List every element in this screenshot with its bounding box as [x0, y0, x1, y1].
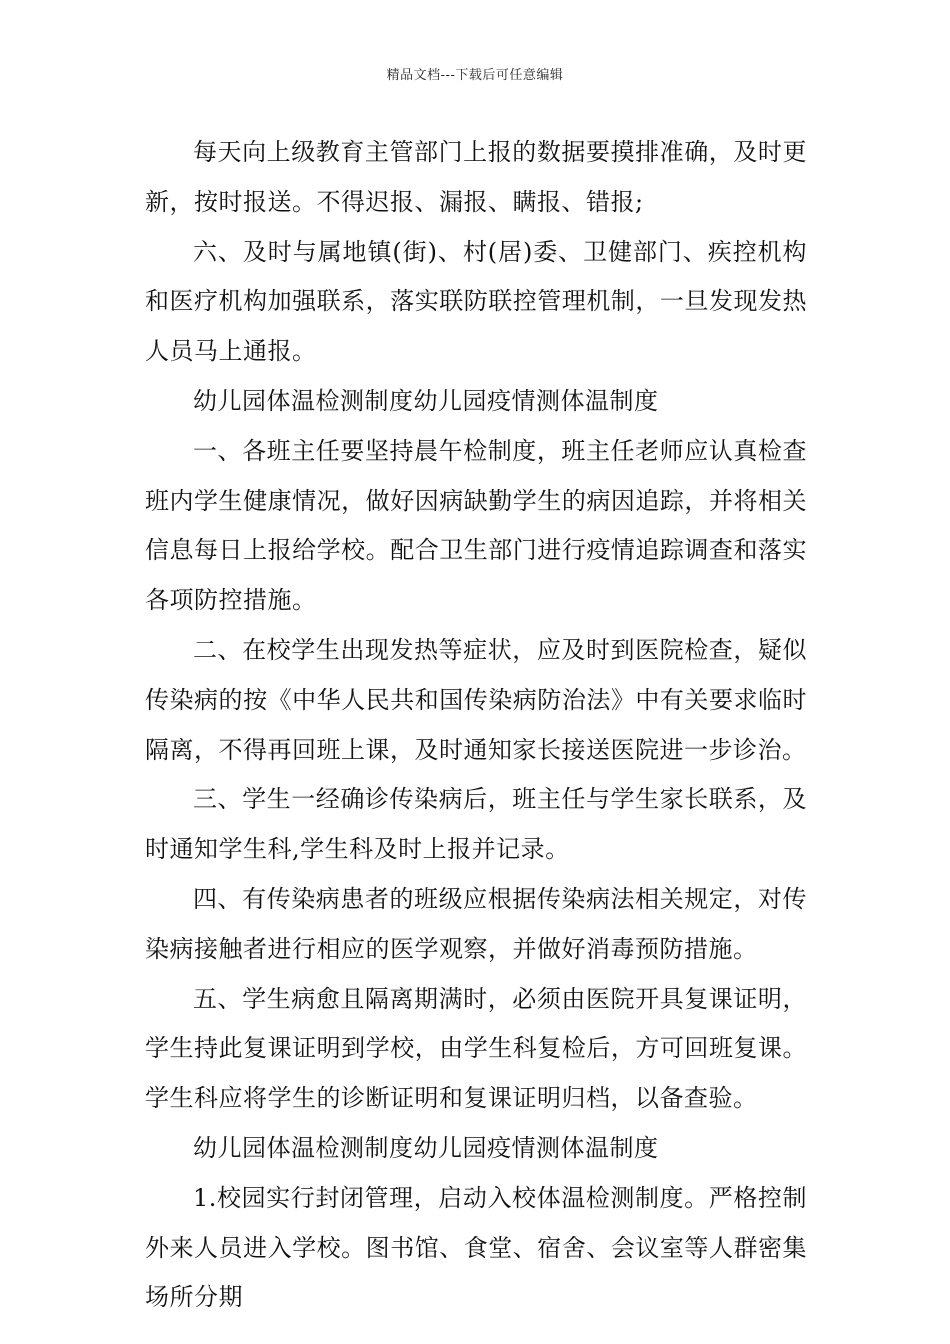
- section-title-1: 幼儿园体温检测制度幼儿园疫情测体温制度: [193, 386, 659, 415]
- paragraph-item-2: 二、在校学生出现发热等症状，应及时到医院检查，疑似传染病的按《中华人民共和国传染病防治法》中有关要求临时隔离，不得再回班上课，及时通知家长接送医院进一步诊治。: [145, 635, 807, 764]
- page-header: 精品文档---下载后可任意编辑: [386, 68, 564, 83]
- paragraph-numbered-1: 1.校园实行封闭管理，启动入校体温检测制度。严格控制外来人员进入学校。图书馆、食堂、宿舍、会议室等人群密集场所分期: [145, 1183, 807, 1312]
- paragraph-item-4: 四、有传染病患者的班级应根据传染病法相关规定，对传染病接触者进行相应的医学观察，并做好消毒预防措施。: [145, 884, 807, 963]
- paragraph-item-5: 五、学生病愈且隔离期满时，必须由医院开具复课证明，学生持此复课证明到学校，由学生科复检后，方可回班复课。学生科应将学生的诊断证明和复课证明归档，以备查验。: [145, 984, 807, 1113]
- paragraph-item-6: 六、及时与属地镇(街)、村(居)委、卫健部门、疾控机构和医疗机构加强联系，落实联防联控管理机制，一旦发现发热人员马上通报。: [145, 237, 807, 366]
- paragraph-data-reporting: 每天向上级教育主管部门上报的数据要摸排准确，及时更新，按时报送。不得迟报、漏报、瞒报、错报;: [145, 138, 807, 216]
- paragraph-item-1: 一、各班主任要坚持晨午检制度，班主任老师应认真检查班内学生健康情况，做好因病缺勤学生的病因追踪，并将相关信息每日上报给学校。配合卫生部门进行疫情追踪调查和落实各项防控措施。: [145, 436, 807, 615]
- section-title-2: 幼儿园体温检测制度幼儿园疫情测体温制度: [193, 1133, 659, 1162]
- paragraph-item-3: 三、学生一经确诊传染病后，班主任与学生家长联系，及时通知学生科,学生科及时上报并记录。: [145, 785, 807, 864]
- document-body: [145, 128, 807, 1323]
